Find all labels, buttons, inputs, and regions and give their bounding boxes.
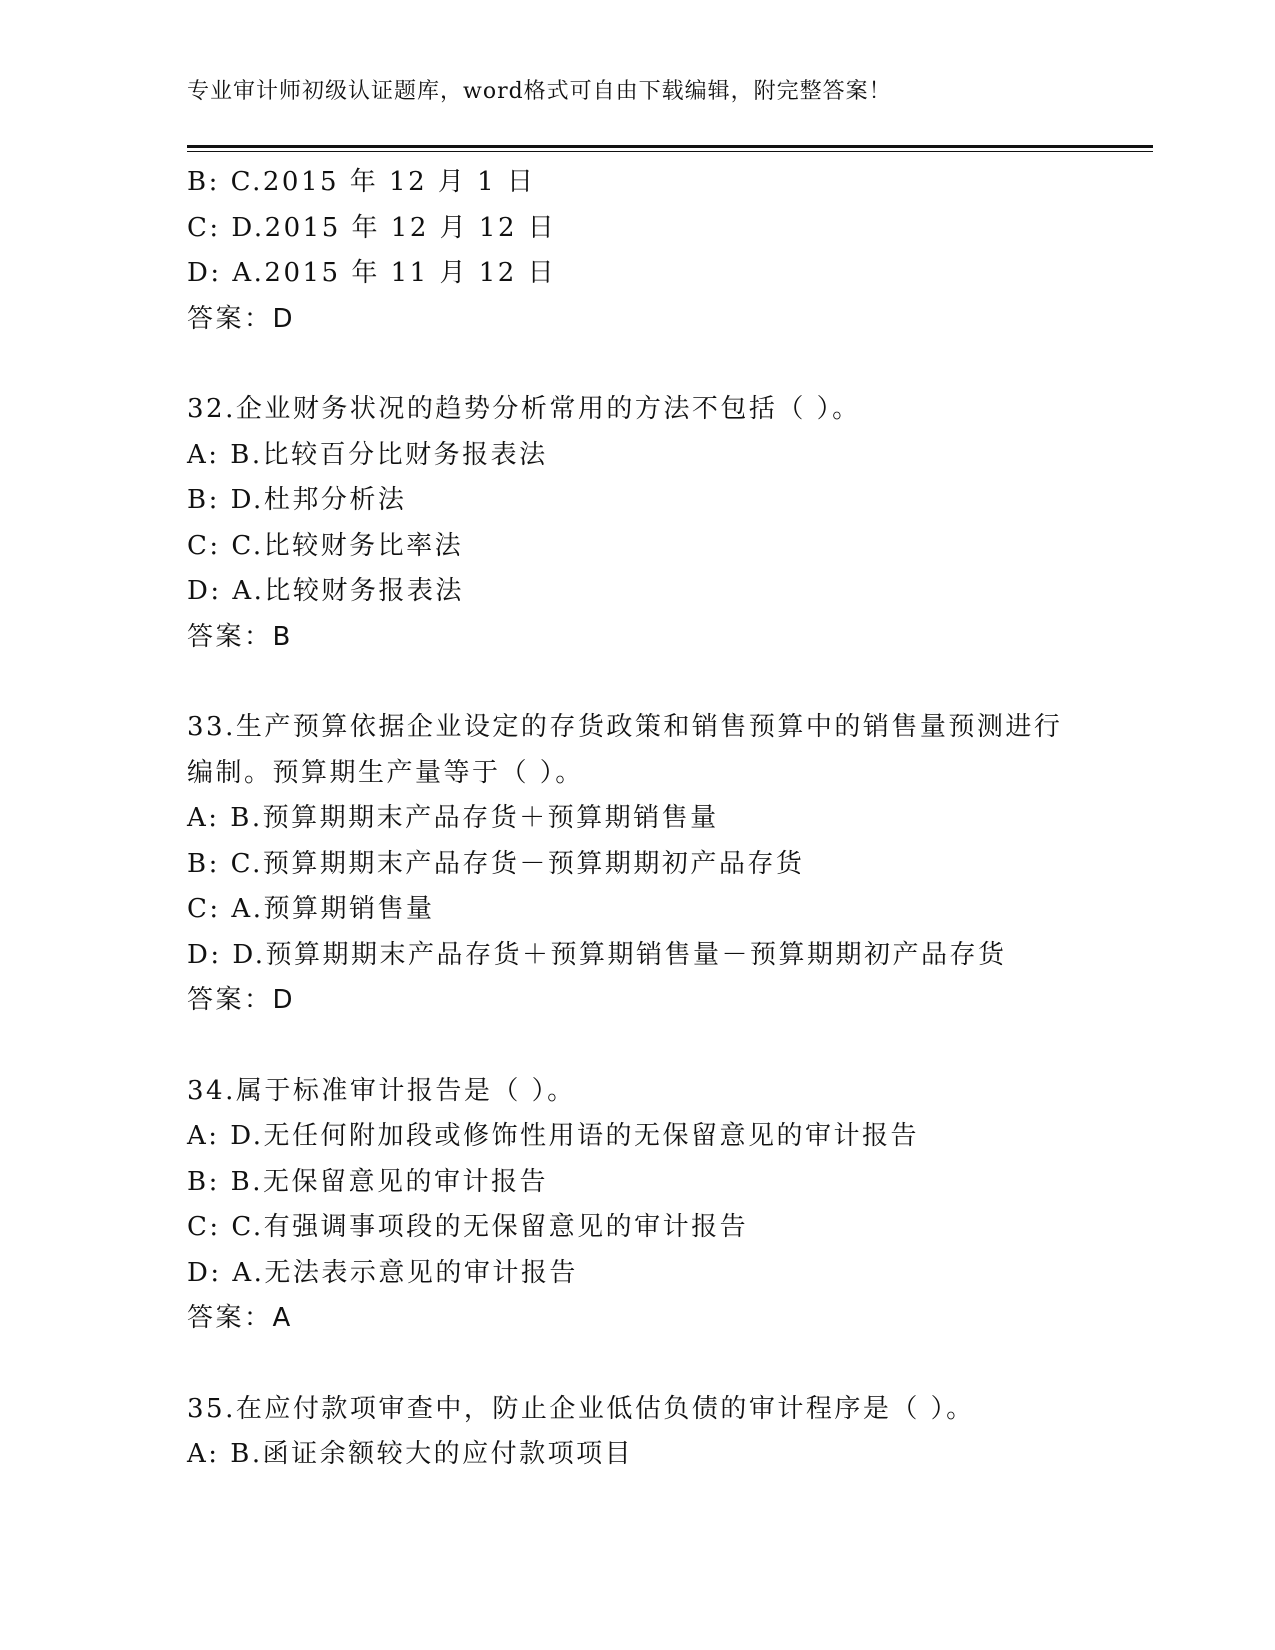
option-line: D: D.预算期期末产品存货＋预算期销售量－预算期期初产品存货 <box>187 939 1007 970</box>
option-line: D: A.2015 年 11 月 12 日 <box>187 258 557 288</box>
option-line: C: D.2015 年 12 月 12 日 <box>187 212 557 243</box>
document-body <box>187 160 1153 1478</box>
option-line: B: C.预算期期末产品存货－预算期期初产品存货 <box>187 848 805 879</box>
option-line: C: A.预算期销售量 <box>187 894 435 924</box>
header-rule-thick <box>187 145 1153 148</box>
option-line: D: A.无法表示意见的审计报告 <box>187 1257 578 1288</box>
option-line: A: B.预算期期末产品存货＋预算期销售量 <box>187 803 719 833</box>
option-line: B: B.无保留意见的审计报告 <box>187 1166 549 1197</box>
option-line: B: D.杜邦分析法 <box>187 485 407 515</box>
question-35 <box>187 1387 1153 1478</box>
question-stem: 32.企业财务状况的趋势分析常用的方法不包括（ ）。 <box>187 394 861 424</box>
question-stem: 编制。预算期生产量等于（ ）。 <box>187 757 584 788</box>
header-rule-thin <box>187 151 1153 152</box>
question-31-tail <box>187 160 1153 342</box>
answer-line: 答案：D <box>187 303 296 334</box>
question-34 <box>187 1069 1153 1342</box>
question-stem: 34.属于标准审计报告是（ ）。 <box>187 1075 576 1106</box>
option-line: B: C.2015 年 12 月 1 日 <box>187 167 536 197</box>
option-line: A: D.无任何附加段或修饰性用语的无保留意见的审计报告 <box>187 1121 919 1151</box>
question-stem: 33.生产预算依据企业设定的存货政策和销售预算中的销售量预测进行 <box>187 712 1063 742</box>
answer-line: 答案：B <box>187 621 293 652</box>
option-line: C: C.比较财务比率法 <box>187 530 464 561</box>
option-line: D: A.比较财务报表法 <box>187 576 464 606</box>
option-line: A: B.比较百分比财务报表法 <box>187 439 548 470</box>
question-32 <box>187 387 1153 660</box>
answer-line: 答案：A <box>187 1303 293 1333</box>
question-stem: 35.在应付款项审查中，防止企业低估负债的审计程序是（ ）。 <box>187 1393 975 1424</box>
option-line: A: B.函证余额较大的应付款项项目 <box>187 1439 634 1469</box>
question-33 <box>187 705 1153 1024</box>
answer-line: 答案：D <box>187 985 296 1015</box>
page-header: 专业审计师初级认证题库，word格式可自由下载编辑，附完整答案！ <box>187 79 892 104</box>
option-line: C: C.有强调事项段的无保留意见的审计报告 <box>187 1212 749 1242</box>
